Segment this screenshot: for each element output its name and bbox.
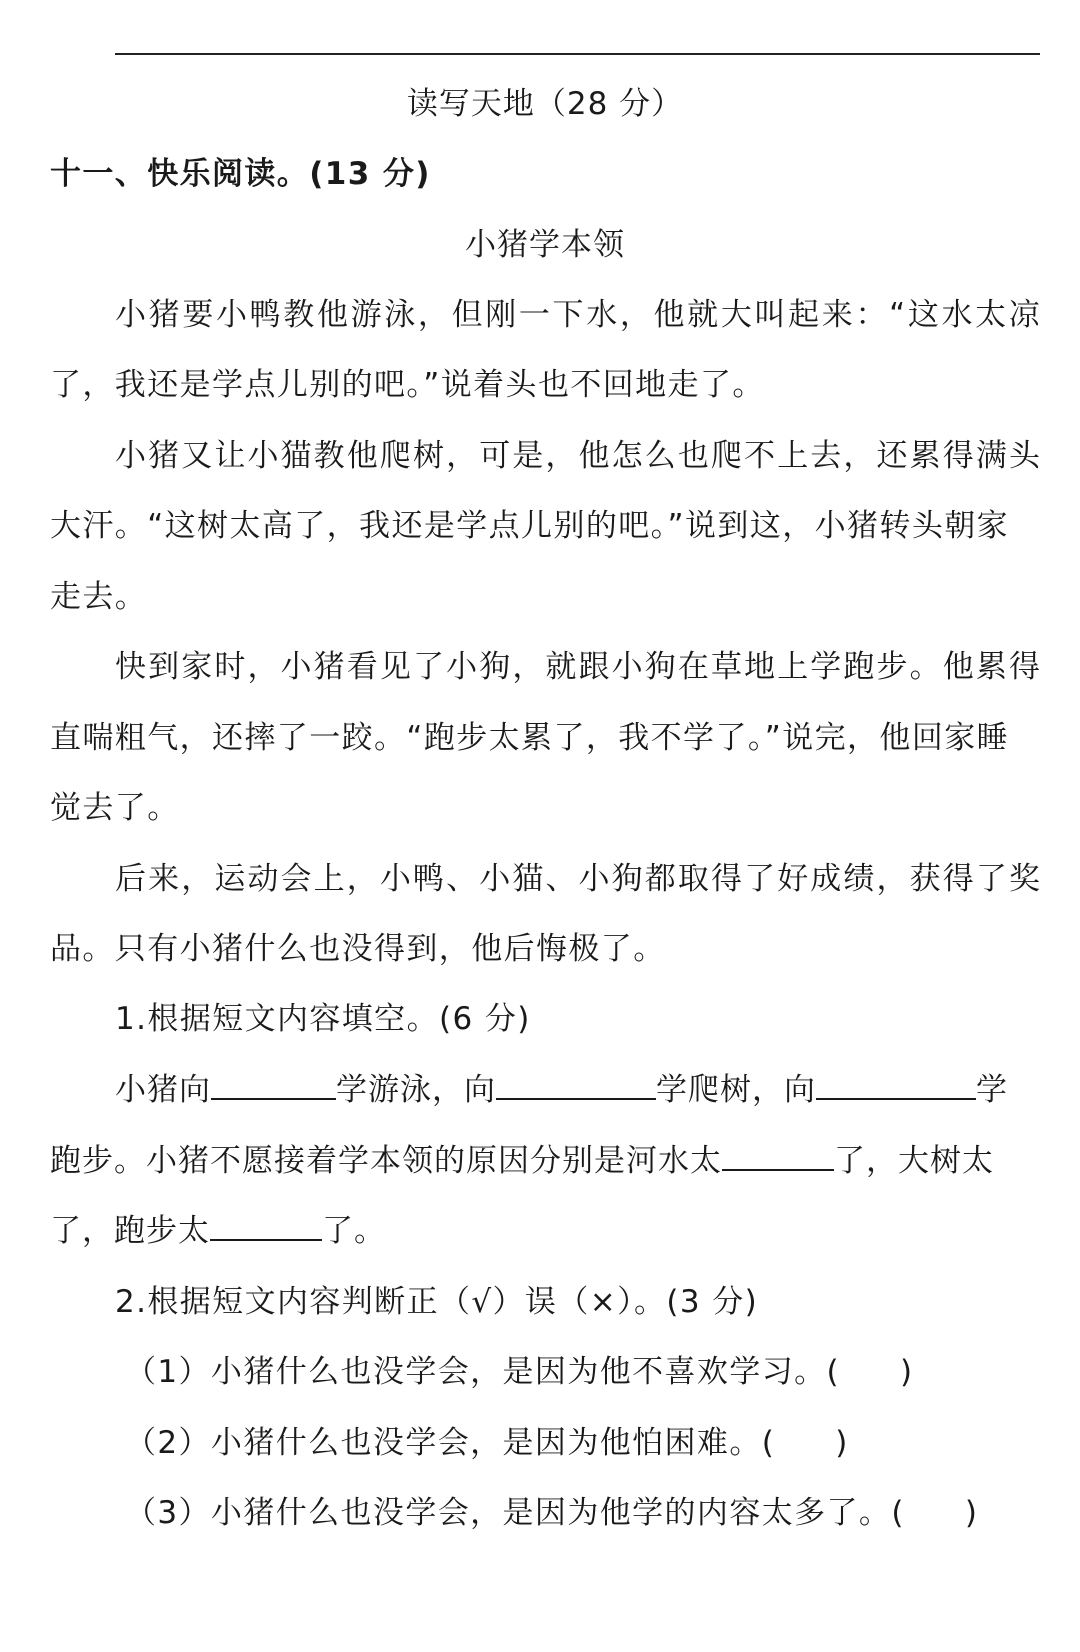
passage-title: 小猪学本领 bbox=[465, 227, 625, 263]
q2-prompt: 2.根据短文内容判断正（√）误（×）。(3 分) bbox=[115, 1284, 759, 1320]
question-heading: 十一、快乐阅读。(13 分) bbox=[50, 156, 431, 192]
passage-line: 品。只有小猪什么也没得到，他后悔极了。 bbox=[50, 931, 666, 967]
q1-text: 了。 bbox=[322, 1213, 386, 1249]
q1-fill-line-3 bbox=[50, 1209, 1040, 1253]
passage-line: 走去。 bbox=[50, 579, 148, 615]
q1-text: 学游泳，向 bbox=[336, 1072, 496, 1108]
top-rule bbox=[115, 53, 1040, 55]
answer-blank-duck[interactable] bbox=[211, 1068, 336, 1100]
q1-text: 跑步。小猪不愿接着学本领的原因分别是河水太 bbox=[50, 1143, 722, 1179]
q1-prompt: 1.根据短文内容填空。(6 分) bbox=[115, 1001, 531, 1037]
q2-item-close: ) bbox=[900, 1354, 914, 1390]
passage-line: 小 猪 要 小 鸭 教 他 游 泳 ， 但 刚 一 下 水 ， 他 就 大 叫 起 来 ： “ 这 水 太 凉 bbox=[115, 297, 1040, 333]
q2-item bbox=[125, 1421, 1040, 1465]
passage-line: 后 来 ， 运 动 会 上 ， 小 鸭 、 小 猫 、 小 狗 都 取 得 了 好 成 绩 ， 获 得 了 奖 bbox=[115, 861, 1040, 897]
passage-line: 小 猪 又 让 小 猫 教 他 爬 树 ， 可 是 ， 他 怎 么 也 爬 不 上 去 ， 还 累 得 满 头 bbox=[115, 438, 1040, 474]
answer-blank-water[interactable] bbox=[722, 1139, 834, 1171]
answer-blank-running[interactable] bbox=[210, 1209, 322, 1241]
passage-line: 大汗。“这树太高了，我还是学点儿别的吧。”说到这，小猪转头朝家 bbox=[50, 508, 1010, 544]
q2-item bbox=[125, 1350, 1040, 1394]
q2-item-text: （1）小猪什么也没学会，是因为他不喜欢学习。( bbox=[125, 1354, 841, 1390]
q1-fill-line-2 bbox=[50, 1139, 1040, 1183]
passage-line: 快 到 家 时 ， 小 猪 看 见 了 小 狗 ， 就 跟 小 狗 在 草 地 上 学 跑 步 。 他 累 得 bbox=[115, 649, 1040, 685]
q1-text: 学爬树，向 bbox=[656, 1072, 816, 1108]
q2-item-text: （3）小猪什么也没学会，是因为他学的内容太多了。( bbox=[125, 1495, 905, 1531]
q1-text: 小猪向 bbox=[115, 1072, 211, 1108]
q1-text: 学 bbox=[976, 1072, 1008, 1108]
answer-blank-dog[interactable] bbox=[816, 1068, 976, 1100]
q2-item-text: （2）小猪什么也没学会，是因为他怕困难。( bbox=[125, 1425, 776, 1461]
passage-line: 觉去了。 bbox=[50, 790, 180, 826]
answer-blank-cat[interactable] bbox=[496, 1068, 656, 1100]
q1-text: 了，大树太 bbox=[834, 1143, 994, 1179]
q2-item bbox=[125, 1491, 1040, 1535]
q2-item-close: ) bbox=[964, 1495, 979, 1531]
q1-text: 了，跑步太 bbox=[50, 1213, 210, 1249]
section-title: 读写天地（28 分） bbox=[406, 86, 684, 122]
passage-line: 了，我还是学点儿别的吧。”说着头也不回地走了。 bbox=[50, 367, 765, 403]
passage-line: 直喘粗气，还摔了一跤。“跑步太累了，我不学了。”说完，他回家睡 bbox=[50, 720, 1010, 756]
q1-fill-line-1 bbox=[115, 1068, 1040, 1112]
q2-item-close: ) bbox=[835, 1425, 849, 1461]
